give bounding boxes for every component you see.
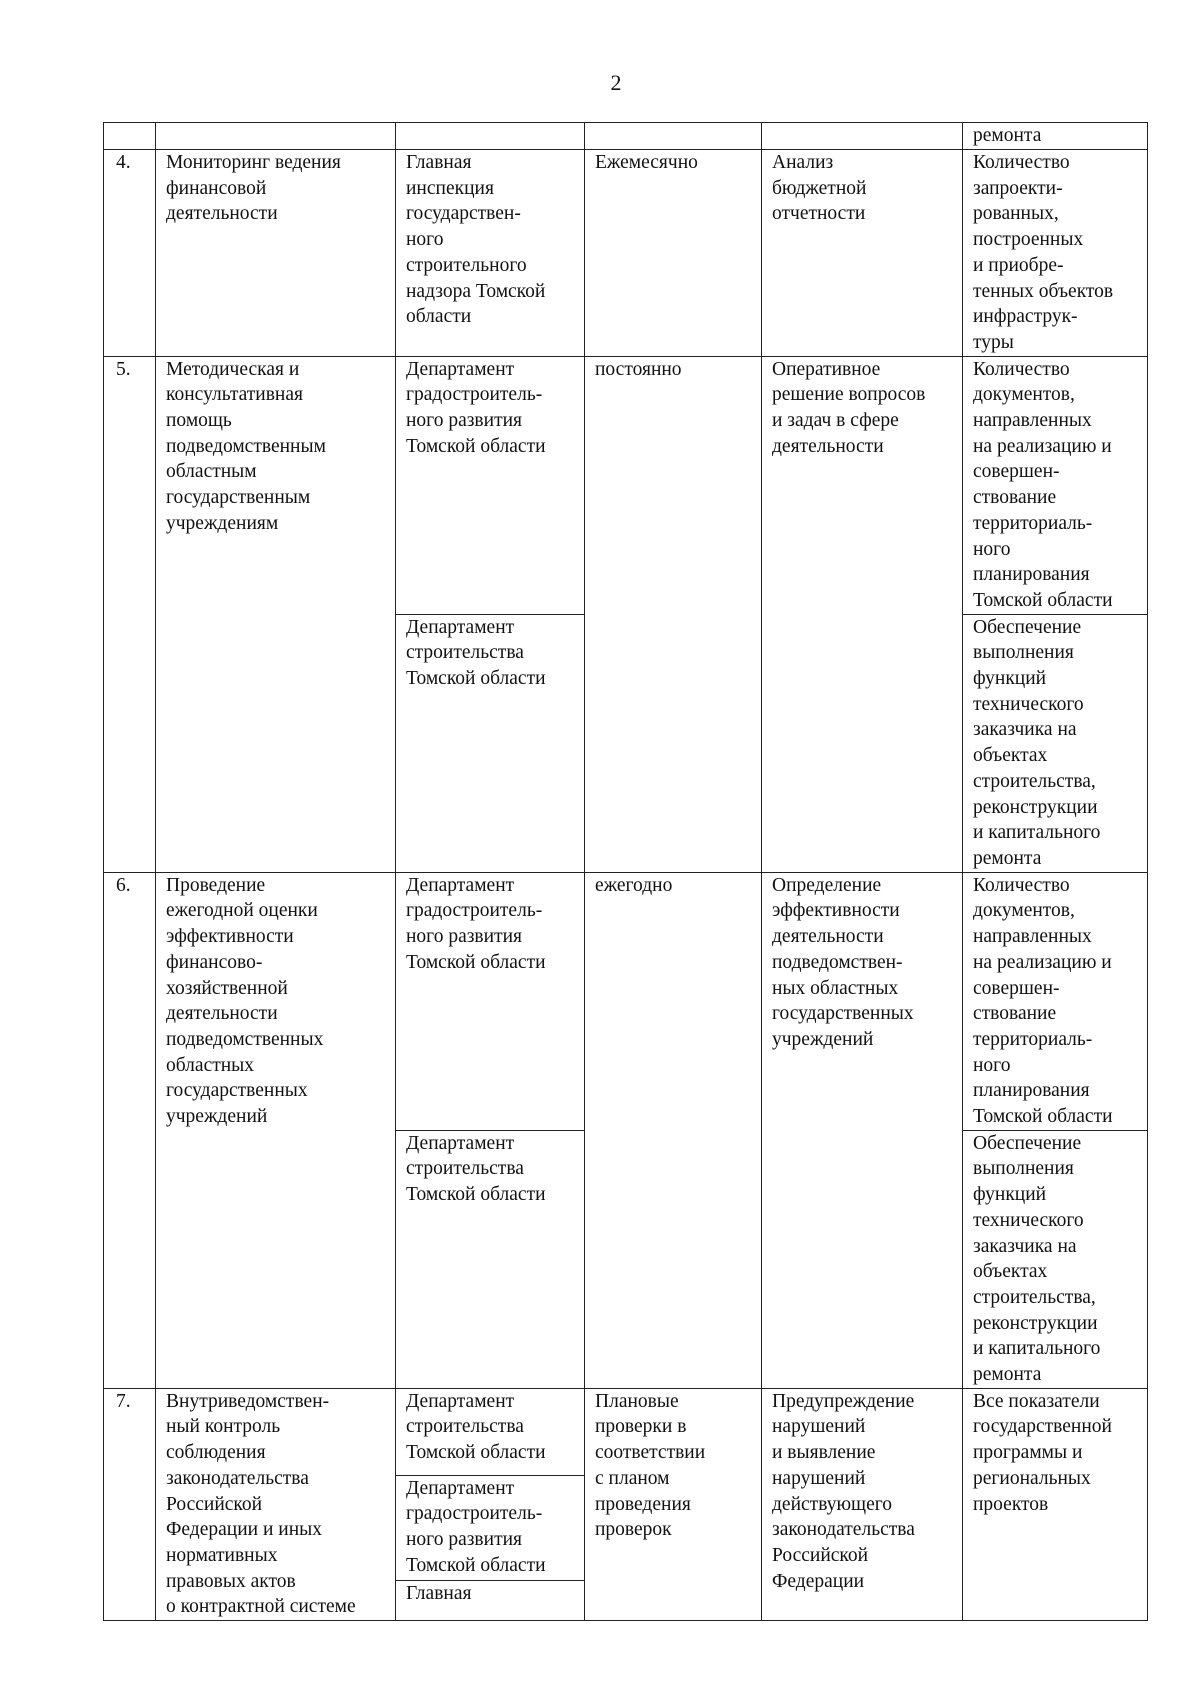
cell-activity xyxy=(156,123,396,150)
cell-executor: Департамент градостроитель- ного развития Томской области xyxy=(396,872,585,1130)
cell-executor: Департамент строительства Томской области xyxy=(396,614,585,872)
cell-result: Предупреждение нарушений и выявление нарушений действующего законодательства Российской Федерации xyxy=(762,1388,963,1620)
cell-executor xyxy=(396,123,585,150)
cell-activity: Методическая и консультативная помощь подведомственным областным государственным учреждениям xyxy=(156,356,396,872)
cell-indicator: Обеспечение выполнения функций технического заказчика на объектах строительства, реконструкции и капитального ремонта xyxy=(963,1130,1148,1388)
cell-frequency: Плановые проверки в соответствии с планом проведения проверок xyxy=(585,1388,762,1620)
row-number: 6. xyxy=(104,872,156,1388)
cell-frequency: ежегодно xyxy=(585,872,762,1388)
cell-activity: Внутриведомствен- ный контроль соблюдения законодательства Российской Федерации и иных нормативных правовых актов о контрактной системе xyxy=(156,1388,396,1620)
cell-indicator: Количество документов, направленных на реализацию и совершен- ствование территориаль- ного планирования Томской области xyxy=(963,872,1148,1130)
table-row xyxy=(104,872,1148,1130)
cell-num xyxy=(104,123,156,150)
cell-indicator: Количество запроекти- рованных, построенных и приобре- тенных объектов инфраструк- туры xyxy=(963,150,1148,357)
cell-executor: Главная xyxy=(396,1580,585,1620)
table-row-continuation xyxy=(104,123,1148,150)
cell-result xyxy=(762,123,963,150)
measures-table xyxy=(103,122,1148,1621)
row-number: 7. xyxy=(104,1388,156,1620)
cell-executor: Департамент строительства Томской области xyxy=(396,1130,585,1388)
page-number: 2 xyxy=(610,70,622,95)
table-row xyxy=(104,1388,1148,1475)
cell-indicator: Обеспечение выполнения функций технического заказчика на объектах строительства, реконструкции и капитального ремонта xyxy=(963,614,1148,872)
cell-result: Определение эффективности деятельности подведомствен- ных областных государственных учреждений xyxy=(762,872,963,1388)
row-number: 5. xyxy=(104,356,156,872)
cell-executor: Департамент градостроитель- ного развития Томской области xyxy=(396,356,585,614)
table-row xyxy=(104,150,1148,357)
cell-frequency: Ежемесячно xyxy=(585,150,762,357)
row-number: 4. xyxy=(104,150,156,357)
cell-executor: Департамент градостроитель- ного развития Томской области xyxy=(396,1475,585,1580)
table-row xyxy=(104,356,1148,614)
cell-frequency: постоянно xyxy=(585,356,762,872)
cell-result: Оперативное решение вопросов и задач в сфере деятельности xyxy=(762,356,963,872)
cell-activity: Мониторинг ведения финансовой деятельности xyxy=(156,150,396,357)
cell-indicator: Количество документов, направленных на реализацию и совершен- ствование территориаль- ного планирования Томской области xyxy=(963,356,1148,614)
cell-result: Анализ бюджетной отчетности xyxy=(762,150,963,357)
cell-executor: Департамент строительства Томской области xyxy=(396,1388,585,1475)
cell-indicator: Все показатели государственной программы и региональных проектов xyxy=(963,1388,1148,1620)
cell-indicator: ремонта xyxy=(963,123,1148,150)
cell-frequency xyxy=(585,123,762,150)
cell-activity: Проведение ежегодной оценки эффективности финансово- хозяйственной деятельности подведомственных областных государственных учреждений xyxy=(156,872,396,1388)
cell-executor: Главная инспекция государствен- ного строительного надзора Томской области xyxy=(396,150,585,357)
